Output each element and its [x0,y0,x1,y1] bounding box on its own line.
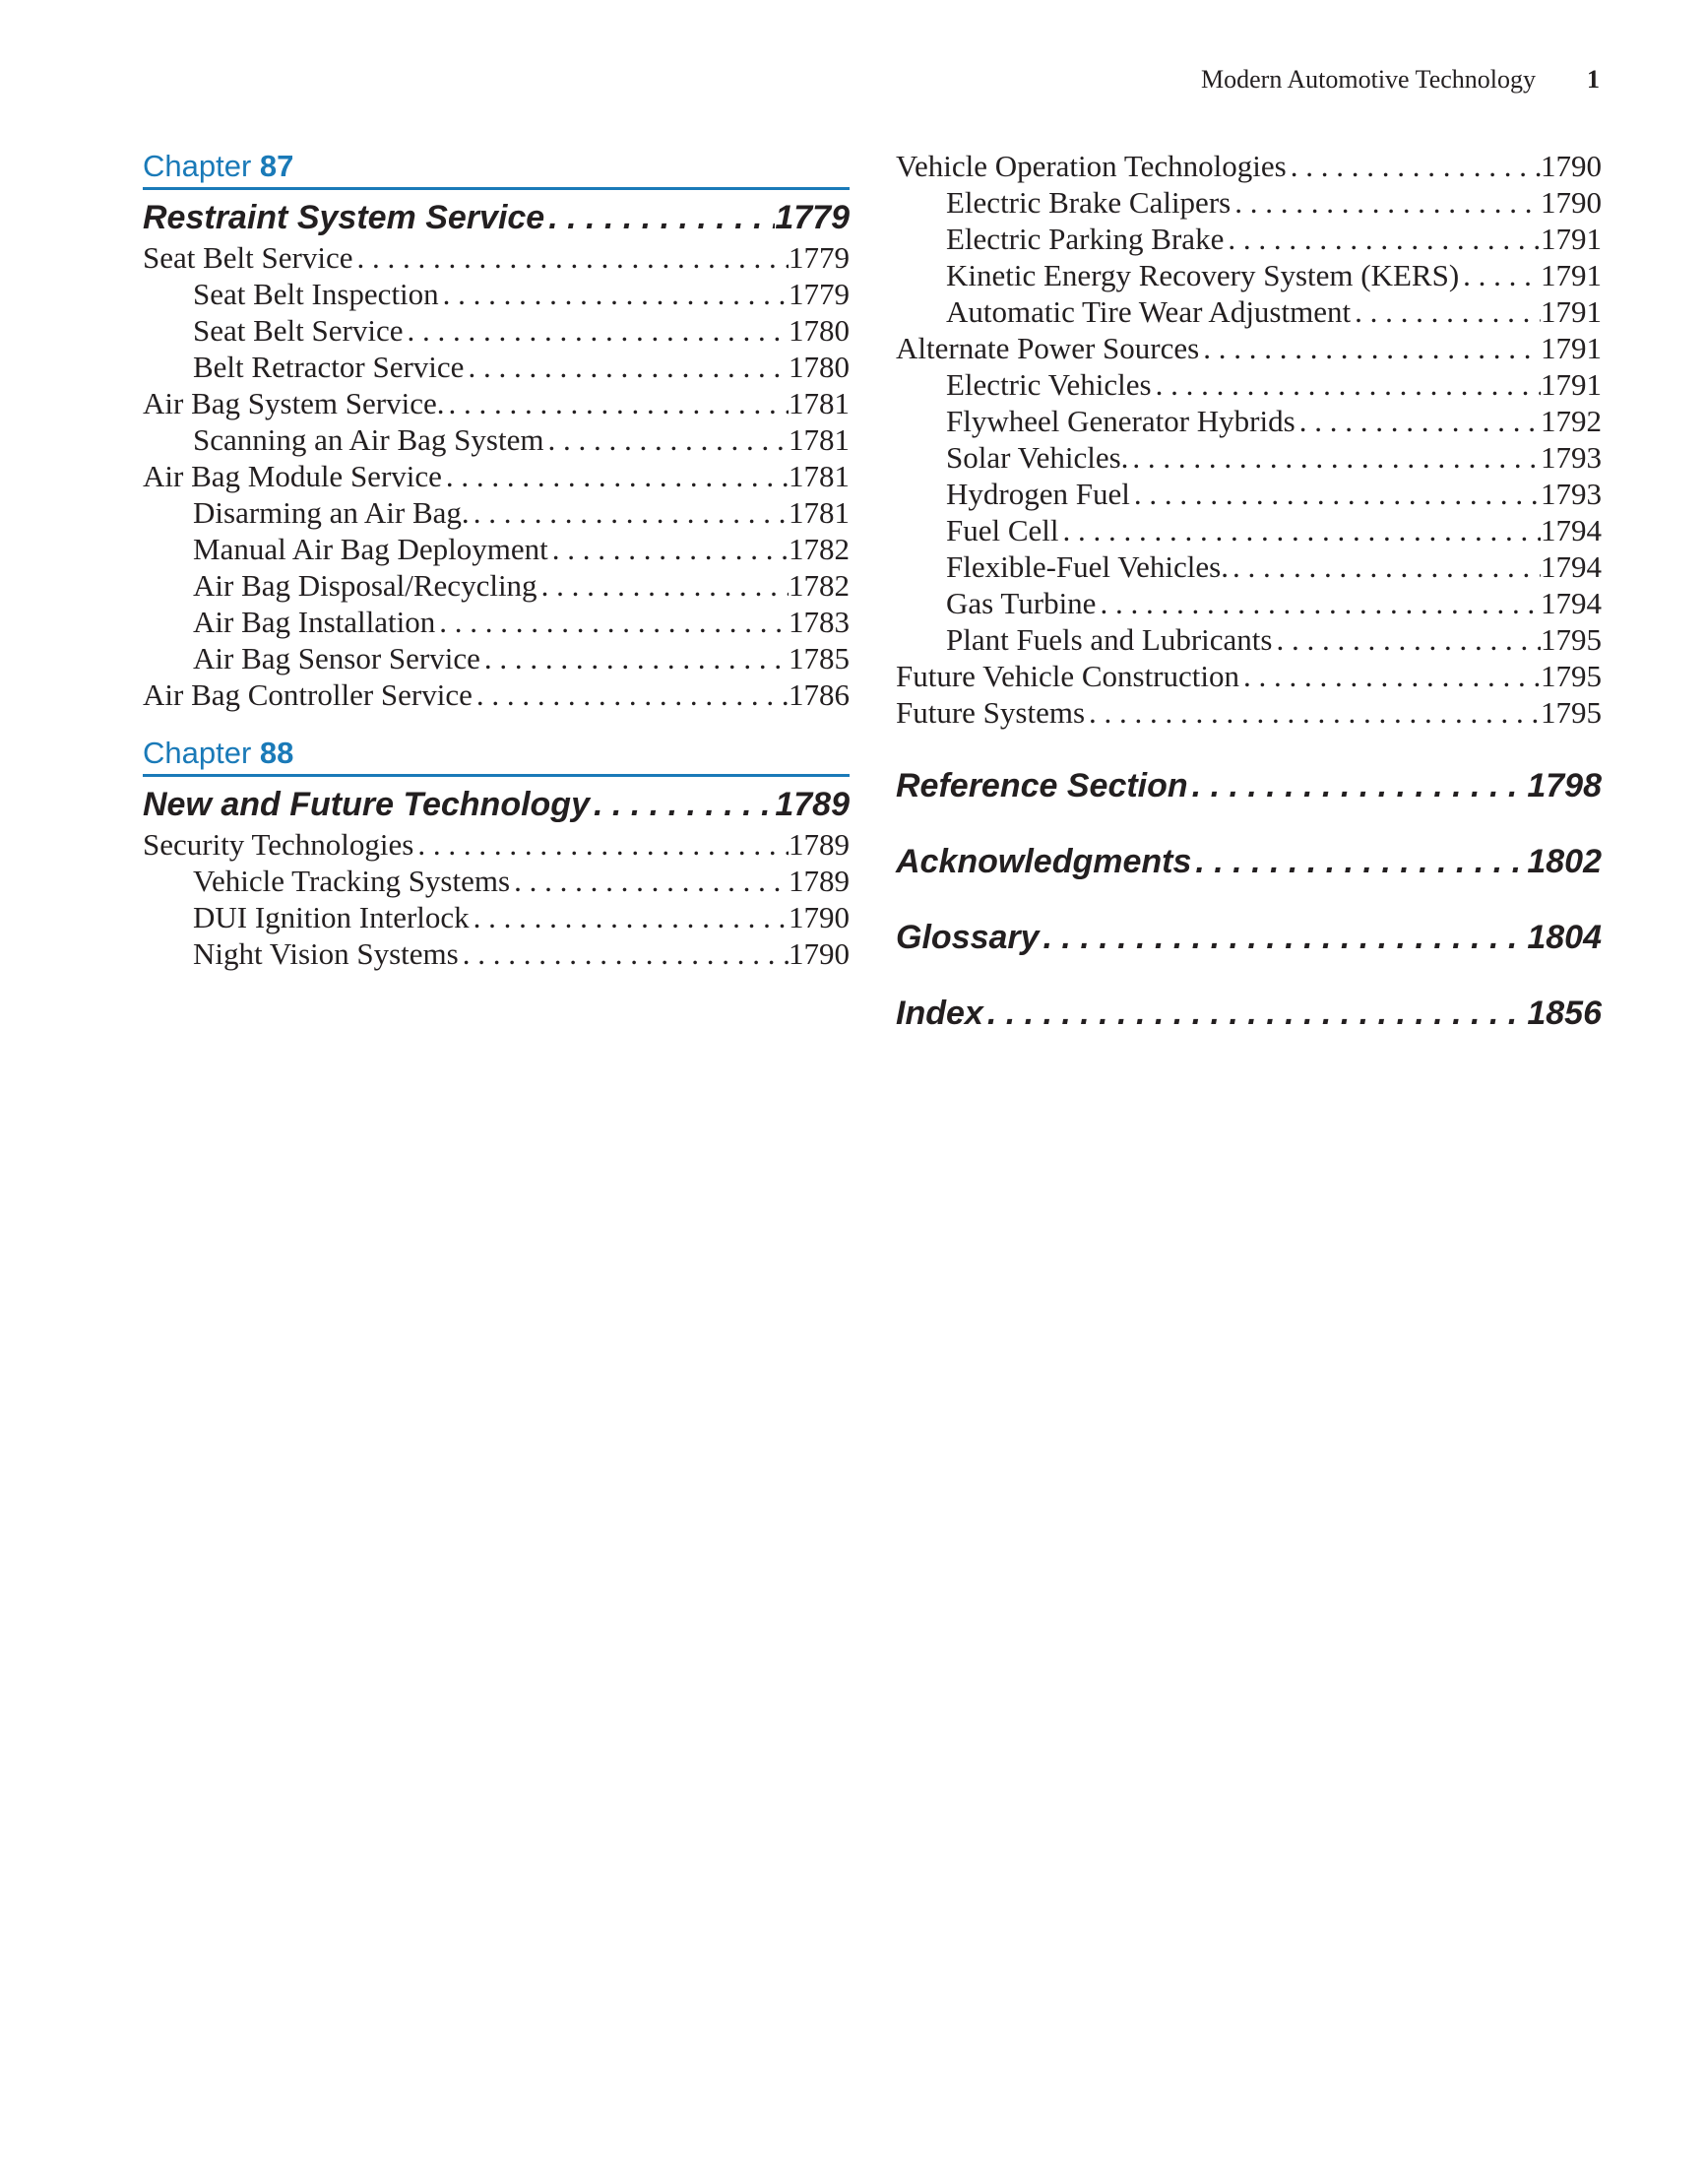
toc-entry[interactable] [143,276,850,312]
page-ref: 1856 [1527,995,1602,1032]
toc-entry[interactable] [143,935,850,972]
toc-entry[interactable] [896,585,1602,621]
toc-entry[interactable] [896,439,1602,476]
entry-title: Air Bag Disposal/Recycling [193,568,537,603]
dot-leader [1191,840,1527,883]
toc-entry[interactable] [143,567,850,604]
page-ref: 1791 [1541,294,1602,329]
entry-title: Electric Brake Calipers [946,185,1232,220]
toc-entry[interactable] [143,458,850,494]
toc-entry[interactable] [896,476,1602,512]
entry-title: Air Bag Installation [193,605,436,639]
page-ref: 1791 [1541,222,1602,256]
page-ref: 1792 [1541,404,1602,438]
dot-leader [1459,257,1541,293]
toc-entry[interactable] [143,826,850,863]
entry-title: Air Bag Controller Service [143,677,473,712]
page-ref: 1779 [775,199,850,236]
toc-entry[interactable] [896,658,1602,694]
chapter-87-entries [143,239,850,713]
toc-entry[interactable] [143,494,850,531]
entry-title: DUI Ignition Interlock [193,900,470,934]
entry-title: Security Technologies [143,827,414,862]
entry-title: Seat Belt Service [193,313,404,348]
entry-title: Belt Retractor Service [193,350,465,384]
page-ref: 1780 [789,350,850,384]
toc-entry[interactable] [143,385,850,421]
chapter-number: 87 [259,149,294,183]
toc-major-section[interactable] [896,840,1602,883]
toc-entry[interactable] [896,221,1602,257]
page-ref: 1795 [1541,659,1602,693]
dot-leader [459,935,789,972]
dot-leader [537,567,789,604]
chapter-label [143,735,850,777]
page-ref: 1780 [789,313,850,348]
page-ref: 1790 [789,936,850,971]
entry-title: Air Bag Sensor Service [193,641,480,675]
dot-leader [353,239,790,276]
dot-leader [1272,621,1541,658]
entry-title: Hydrogen Fuel [946,477,1130,511]
dot-leader [464,349,789,385]
dot-leader [1295,403,1541,439]
toc-entry[interactable] [143,640,850,676]
page-ref: 1795 [1541,622,1602,657]
toc-entry[interactable] [896,512,1602,548]
dot-leader [442,458,789,494]
toc-major-section[interactable] [896,916,1602,959]
page-ref: 1790 [1541,149,1602,183]
toc-entry[interactable] [896,148,1602,184]
dot-leader [544,196,775,239]
dot-leader [1152,366,1541,403]
toc-entry[interactable] [143,531,850,567]
entry-title: Kinetic Energy Recovery System (KERS) [946,258,1460,292]
chapter-label [143,148,850,190]
toc-entry[interactable] [896,548,1602,585]
dot-leader [1128,439,1541,476]
dot-leader [1239,658,1541,694]
chapter-number: 88 [259,736,294,770]
section-title: Glossary [896,919,1040,956]
page-ref: 1779 [789,277,850,311]
page-ref: 1785 [789,641,850,675]
toc-major-section[interactable] [896,764,1602,807]
toc-entry[interactable] [143,604,850,640]
page-ref: 1802 [1527,843,1602,880]
entry-title: Scanning an Air Bag System [193,422,544,457]
chapter-title: Restraint System Service [143,199,545,236]
page-ref: 1783 [789,605,850,639]
entry-title: Seat Belt Service [143,240,353,275]
dot-leader [1224,221,1541,257]
entry-title: Night Vision Systems [193,936,459,971]
entry-title: Electric Vehicles [946,367,1152,402]
toc-entry[interactable] [143,676,850,713]
dot-leader [439,276,789,312]
page-ref: 1781 [789,459,850,493]
toc-left-column [143,148,850,972]
page-ref: 1791 [1541,367,1602,402]
entry-title: Vehicle Tracking Systems [193,864,511,898]
dot-leader [445,385,789,421]
entry-title: Plant Fuels and Lubricants [946,622,1273,657]
toc-right-column [896,148,1602,1035]
dot-leader [1040,916,1528,959]
section-title: Acknowledgments [896,843,1192,880]
toc-entry[interactable] [896,184,1602,221]
dot-leader [510,863,789,899]
page-ref: 1789 [775,786,850,823]
page-ref: 1781 [789,495,850,530]
dot-leader [435,604,789,640]
dot-leader [548,531,789,567]
entry-title: Manual Air Bag Deployment [193,532,548,566]
entry-title: Flywheel Generator Hybrids [946,404,1295,438]
dot-leader [470,899,789,935]
page-ref: 1793 [1541,440,1602,475]
dot-leader [543,421,789,458]
page-ref: 1786 [789,677,850,712]
toc-entry[interactable] [896,257,1602,293]
toc-entry[interactable] [896,293,1602,330]
page-ref: 1791 [1541,258,1602,292]
section-title: Index [896,995,983,1032]
page-ref: 1789 [789,827,850,862]
page-ref: 1794 [1541,586,1602,620]
toc-entry[interactable] [143,421,850,458]
entry-title: Future Vehicle Construction [896,659,1239,693]
toc-entry[interactable] [896,694,1602,731]
page-ref: 1781 [789,422,850,457]
toc-entry[interactable] [143,863,850,899]
toc-entry[interactable] [143,312,850,349]
page-ref: 1790 [1541,185,1602,220]
dot-leader [1188,764,1528,807]
section-title: Reference Section [896,767,1188,804]
entry-title: Air Bag Module Service [143,459,442,493]
chapter-title: New and Future Technology [143,786,590,823]
dot-leader [1231,184,1541,221]
toc-entry[interactable] [896,366,1602,403]
running-head [1201,65,1600,95]
page-ref: 1782 [789,532,850,566]
toc-entry[interactable] [143,349,850,385]
entry-title: Seat Belt Inspection [193,277,439,311]
entry-title: Gas Turbine [946,586,1097,620]
page-ref: 1782 [789,568,850,603]
entry-title: Solar Vehicles. [946,440,1129,475]
entry-title: Alternate Power Sources [896,331,1200,365]
page-ref: 1798 [1527,767,1602,804]
dot-leader [1351,293,1541,330]
entry-title: Disarming an Air Bag. [193,495,470,530]
chapter-block-87 [143,148,850,713]
entry-title: Fuel Cell [946,513,1059,547]
entry-title: Air Bag System Service. [143,386,445,420]
chapter-block-88 [143,735,850,972]
dot-leader [404,312,790,349]
chapter-title-entry[interactable] [143,196,850,239]
dot-leader [1130,476,1541,512]
entry-title: Flexible-Fuel Vehicles. [946,549,1229,584]
entry-title: Vehicle Operation Technologies [896,149,1287,183]
running-title: Modern Automotive Technology [1201,65,1536,94]
entry-title: Future Systems [896,695,1086,730]
toc-entry[interactable] [143,899,850,935]
chapter-label-word: Chapter [143,149,252,183]
chapter-88-entries [143,826,850,972]
page-ref: 1779 [789,240,850,275]
dot-leader [1199,330,1541,366]
page-ref: 1804 [1527,919,1602,956]
entry-title: Electric Parking Brake [946,222,1225,256]
page-ref: 1790 [789,900,850,934]
page-ref: 1793 [1541,477,1602,511]
page-ref: 1795 [1541,695,1602,730]
dot-leader [1096,585,1541,621]
page-ref: 1789 [789,864,850,898]
page-ref: 1791 [1541,331,1602,365]
dot-leader [413,826,789,863]
page-ref: 1794 [1541,549,1602,584]
dot-leader [480,640,789,676]
chapter-title-entry[interactable] [143,783,850,826]
toc-entry[interactable] [143,239,850,276]
page-ref: 1781 [789,386,850,420]
toc-entry[interactable] [896,330,1602,366]
dot-leader [470,494,789,531]
toc-major-section[interactable] [896,992,1602,1035]
page-ref: 1794 [1541,513,1602,547]
page-number: 1 [1587,65,1600,94]
dot-leader [1085,694,1541,731]
dot-leader [1059,512,1541,548]
dot-leader [1229,548,1541,585]
dot-leader [1287,148,1541,184]
dot-leader [473,676,789,713]
toc-entry[interactable] [896,621,1602,658]
dot-leader [983,992,1528,1035]
chapter-label-word: Chapter [143,736,252,770]
dot-leader [590,783,775,826]
toc-entry[interactable] [896,403,1602,439]
entry-title: Automatic Tire Wear Adjustment [946,294,1352,329]
